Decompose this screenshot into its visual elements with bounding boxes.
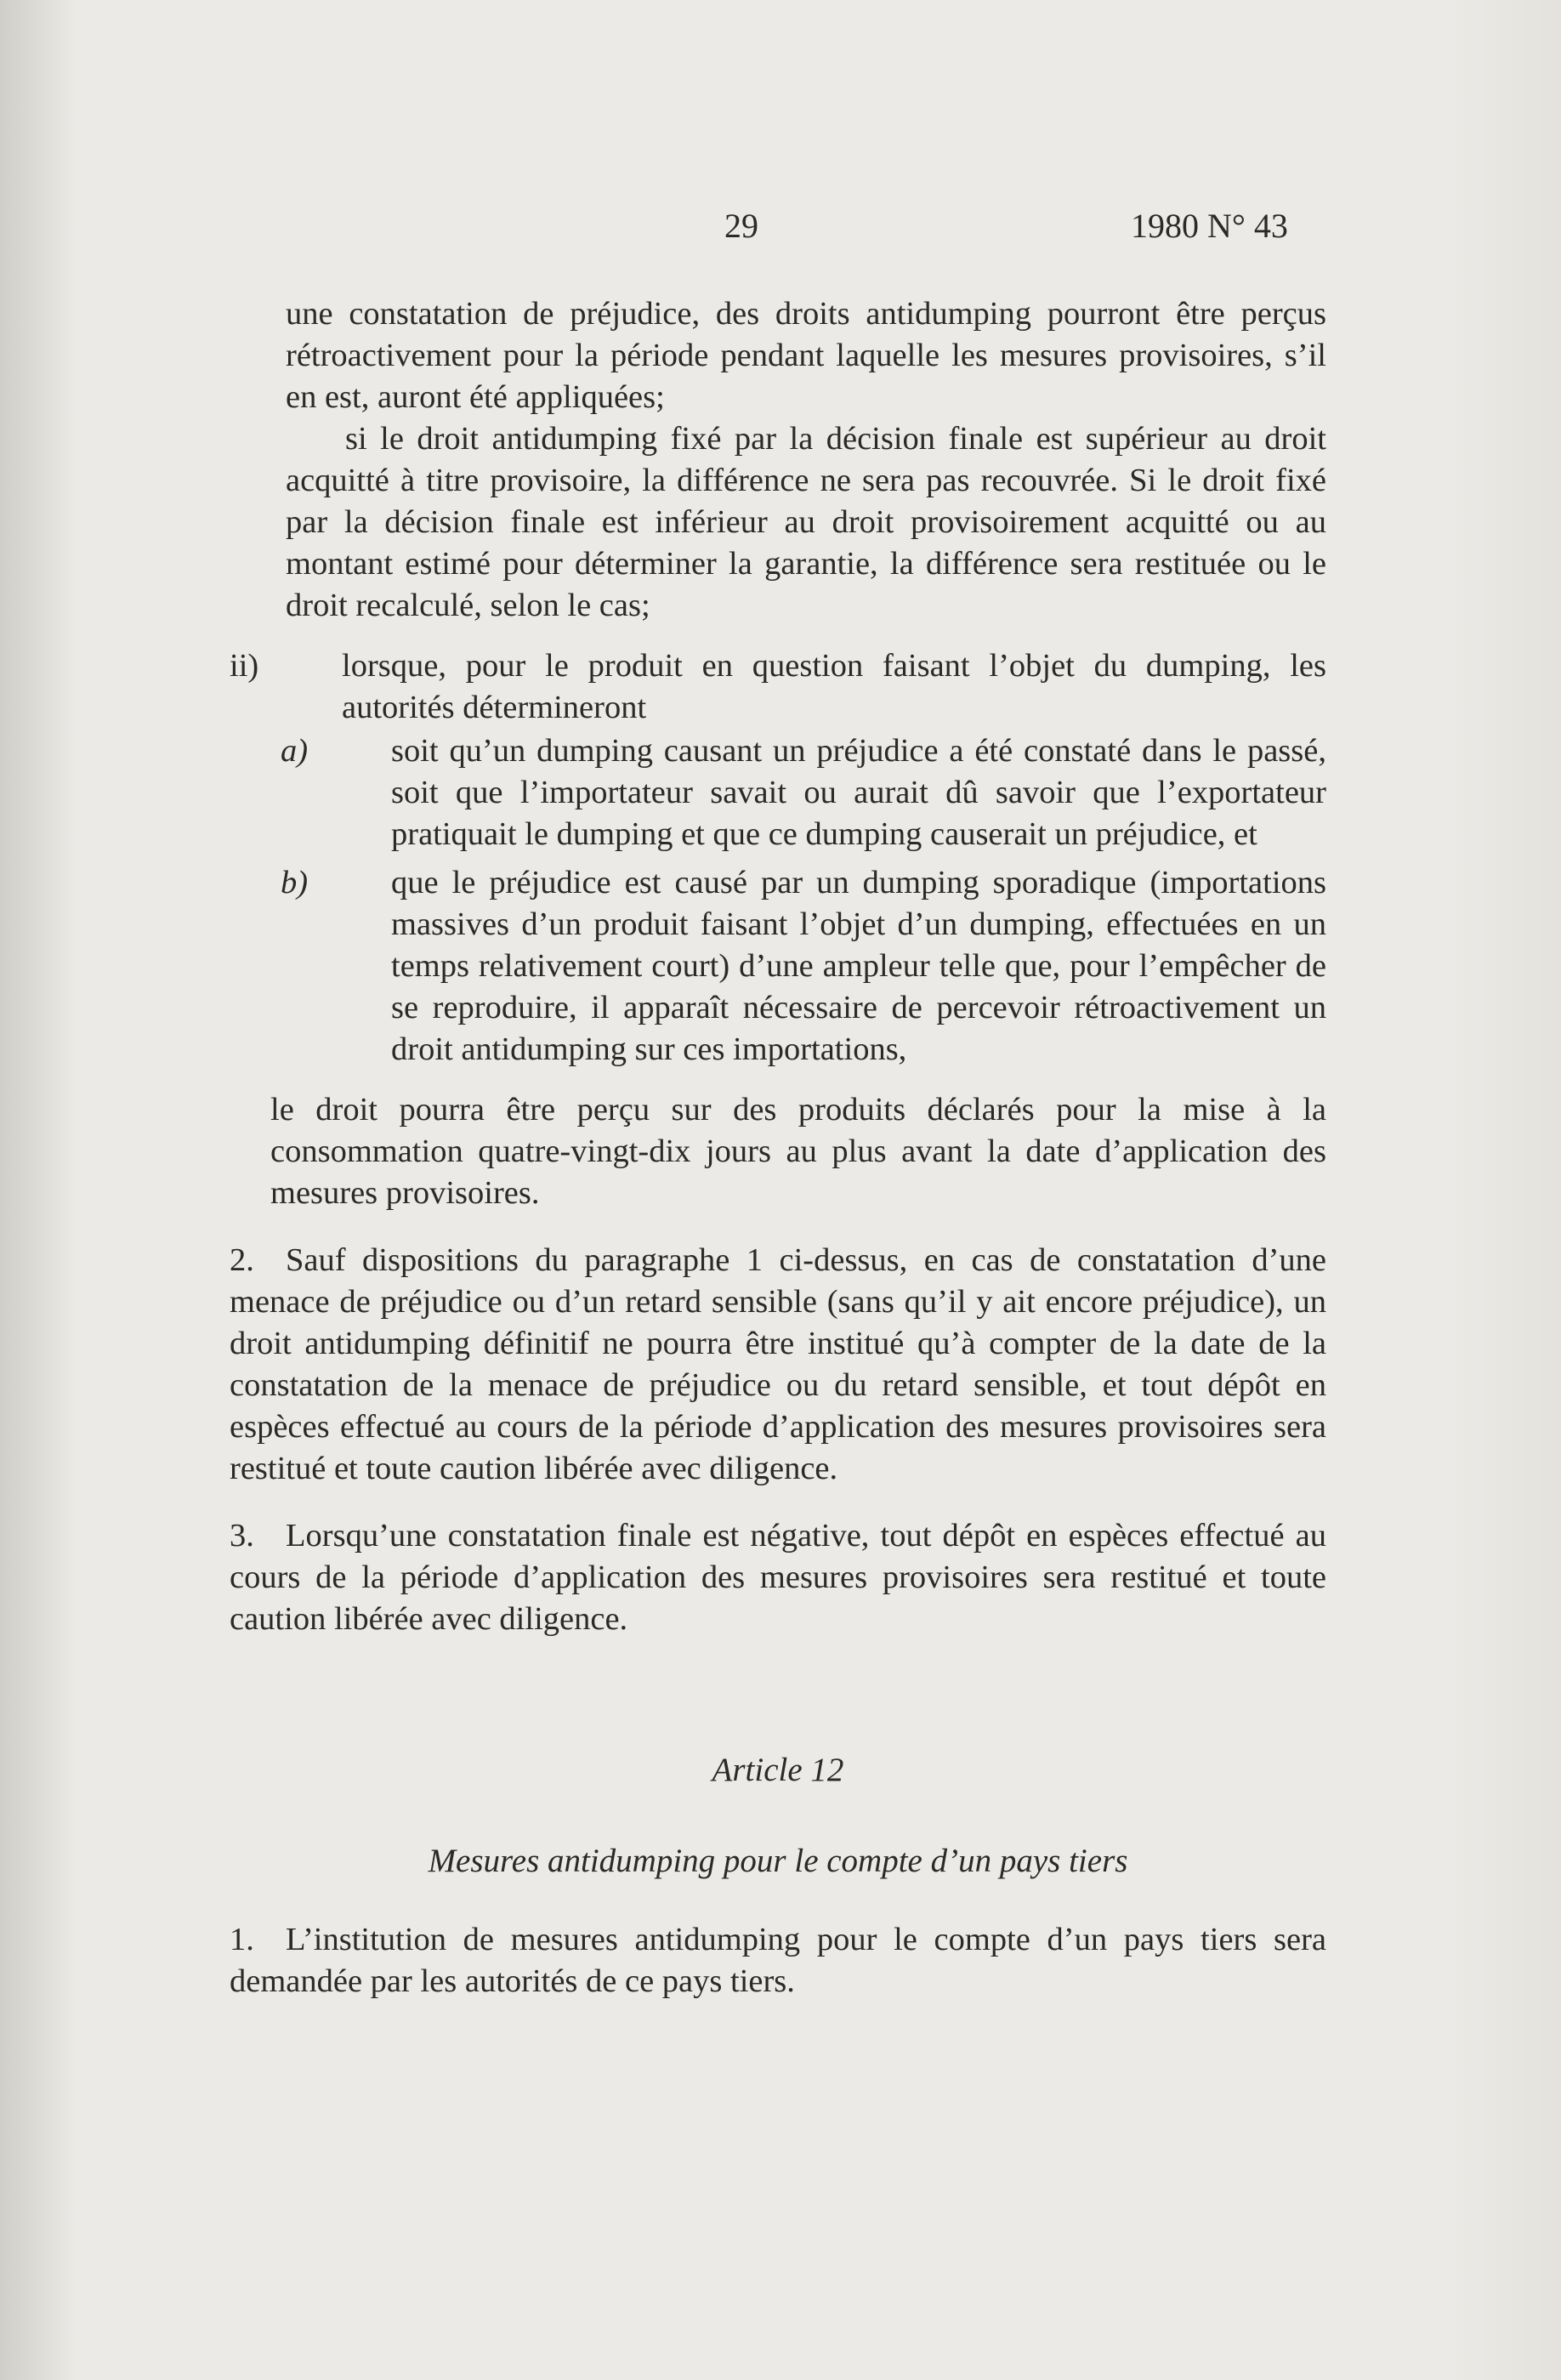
paragraph-number: 2. bbox=[230, 1242, 254, 1278]
paragraph-text: Lorsqu’une constatation finale est négative, tout dépôt en espèces effectué au cours de la période d’application des mesures provisoires sera restitué et toute caution libérée avec diligence. bbox=[230, 1518, 1326, 1637]
article-subtitle: Mesures antidumping pour le compte d’un pays tiers bbox=[428, 1843, 1128, 1879]
article-paragraph-1 bbox=[230, 1919, 1326, 2002]
list-item-b bbox=[230, 862, 1326, 1071]
list-item-text: que le préjudice est causé par un dumping sporadique (importations massives d’un produit faisant l’objet d’un dumping, effectuées en un temps relativement court) d’une ampleur telle que, pour l’empêcher de se reproduire, il apparaît nécessaire de percevoir rétroactivement un droit antidumping sur ces importations, bbox=[391, 865, 1326, 1067]
paragraph-text: Sauf dispositions du paragraphe 1 ci-dessus, en cas de constatation d’une menace de préjudice ou d’un retard sensible (sans qu’il y ait encore préjudice), un droit antidumping définitif ne pourra être institué qu’à compter de la date de la constatation de la menace de préjudice ou du retard sensible, et tout dépôt en espèces effectué au cours de la période d’application des mesures provisoires sera restitué et toute caution libérée avec diligence. bbox=[230, 1242, 1326, 1486]
article-title: Article 12 bbox=[712, 1752, 844, 1788]
paragraph-number: 3. bbox=[230, 1518, 254, 1554]
page-body bbox=[230, 293, 1326, 2002]
list-item-label: ii) bbox=[230, 648, 259, 684]
book-spine-shadow bbox=[0, 0, 77, 2380]
list-item-text: soit qu’un dumping causant un préjudice a été constaté dans le passé, soit que l’importateur savait ou aurait dû savoir que l’exportateur pratiquait le dumping et que ce dumping causerait un préjudice, et bbox=[391, 733, 1326, 852]
closing-paragraph: le droit pourra être perçu sur des produits déclarés pour la mise à la consommation quatre-vingt-dix jours au plus avant la date d’application des mesures provisoires. bbox=[270, 1092, 1326, 1211]
document-reference: 1980 N° 43 bbox=[1131, 207, 1288, 245]
list-item-label: b) bbox=[281, 865, 309, 900]
list-item-label: a) bbox=[281, 733, 309, 769]
list-item-a bbox=[230, 730, 1326, 855]
paragraph-text: L’institution de mesures antidumping pour le compte d’un pays tiers sera demandée par les autorités de ce pays tiers. bbox=[230, 1922, 1326, 1999]
paragraph-number: 1. bbox=[230, 1922, 254, 1957]
paragraph-3 bbox=[230, 1515, 1326, 1640]
page-header bbox=[0, 206, 1561, 248]
paragraph-continuation: une constatation de préjudice, des droits antidumping pourront être perçus rétroactivement pour la période pendant laquelle les mesures provisoires, s’il en est, auront été appliquées; bbox=[286, 296, 1326, 415]
paragraph-si: si le droit antidumping fixé par la décision finale est supérieur au droit acquitté à titre provisoire, la différence ne sera pas recouvrée. Si le droit fixé par la décision finale est inférieur au droit provisoirement acquitté ou au montant estimé pour déterminer la garantie, la différence sera restituée ou le droit recalculé, selon le cas; bbox=[286, 421, 1326, 623]
page-number: 29 bbox=[724, 207, 758, 245]
list-item-ii bbox=[230, 645, 1326, 729]
list-item-text: lorsque, pour le produit en question faisant l’objet du dumping, les autorités détermineront bbox=[342, 648, 1326, 725]
paragraph-2 bbox=[230, 1240, 1326, 1490]
